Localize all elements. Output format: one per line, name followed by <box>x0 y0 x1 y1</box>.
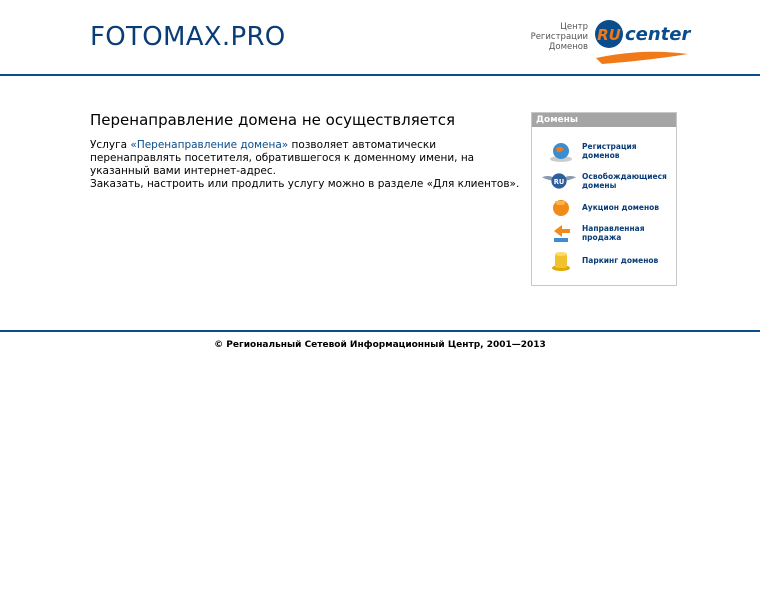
description-paragraph <box>90 139 530 178</box>
panel-item-registration[interactable] <box>532 137 676 165</box>
ru-center-logo-icon <box>592 18 692 64</box>
globe-icon <box>546 139 576 163</box>
order-paragraph: Заказать, настроить или продлить услугу можно в разделе «Для клиентов». <box>90 178 520 190</box>
ru-center-logo[interactable] <box>528 18 693 64</box>
footer-copyright: © Региональный Сетевой Информационный Центр, 2001—2013 <box>214 340 546 350</box>
panel-item-parking[interactable] <box>532 246 676 274</box>
panel-item-label: Направленная продажа <box>582 224 645 242</box>
direct-sale-icon <box>546 221 576 245</box>
svg-text:RU: RU <box>553 177 565 186</box>
ru-wings-icon <box>540 169 578 193</box>
panel-item-direct-sale[interactable] <box>532 219 676 247</box>
panel-item-label: Аукцион доменов <box>582 202 660 212</box>
panel-item-auction[interactable] <box>532 193 676 221</box>
site-title: FOTOMAX.PRO <box>90 22 286 52</box>
parking-icon <box>546 248 576 272</box>
bottom-divider <box>0 330 760 332</box>
logo-caption <box>531 22 588 52</box>
description-text-after: позволяет автоматически перенаправлять посетителя, обратившегося к доменному имени, на указанный вами интернет-адрес. <box>90 139 475 177</box>
redirect-service-link[interactable]: «Перенаправление домена» <box>130 139 289 151</box>
auction-icon <box>546 195 576 219</box>
logo-ru-text: RU <box>597 26 621 44</box>
panel-item-label: Паркинг доменов <box>582 255 659 265</box>
description-text-before: Услуга <box>90 139 131 151</box>
logo-line-3: Доменов <box>548 42 588 52</box>
panel-item-label: Освобождающиеся домены <box>582 172 667 190</box>
logo-line-2: Регистрации <box>530 32 588 42</box>
logo-line-1: Центр <box>560 22 588 32</box>
page-heading: Перенаправление домена не осуществляется <box>90 111 455 129</box>
domains-panel <box>531 112 677 286</box>
top-divider <box>0 74 760 76</box>
header <box>0 0 760 74</box>
logo-center-text: center <box>625 24 691 45</box>
domains-panel-title: Домены <box>532 113 676 127</box>
panel-item-expiring[interactable] <box>532 167 676 195</box>
panel-item-label: Регистрация доменов <box>582 142 637 160</box>
